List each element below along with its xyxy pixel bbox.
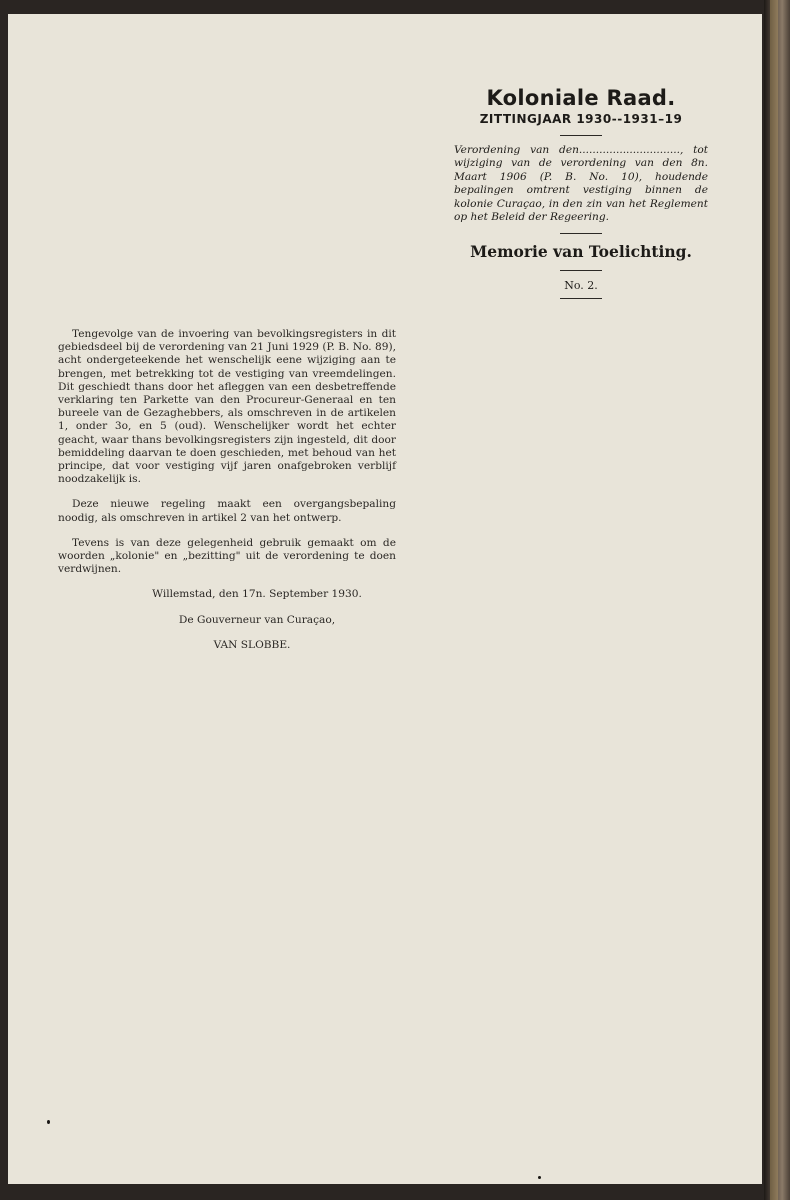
signatory-name: VAN SLOBBE. (213, 638, 291, 651)
memo-title: Memorie van Toelichting. (470, 242, 692, 262)
paper-speck (538, 1176, 541, 1179)
document-header (448, 72, 714, 307)
memo-number: No. 2. (564, 279, 598, 293)
signatory-title: De Gouverneur van Curaçao, (178, 613, 336, 626)
body-paragraph: Tengevolge van de invoering van bevolkingsregisters in dit gebiedsdeel bij de verordening van 21 Juni 1929 (P. B. No. 89), acht ondergeteekende het wenschelijk eene wijziging aan te brengen, met betrekking tot de vestiging van vreemdelingen. Dit geschiedt thans door het afleggen van een desbetreffende verklaring ten Parkette van den Procureur-Generaal en ten bureele van de Gezaghebbers, als omschreven in de artikelen 1, onder 3o, en 5 (oud). Wenschelijker wordt het echter geacht, waar thans bevolkingsregisters zijn ingesteld, dit door bemiddeling daarvan te doen geschieden, met behoud van het principe, dat voor vestiging vijf jaren onafgebroken verblijf noodzakelijk is. (58, 328, 396, 486)
place-date: Willemstad, den 17n. September 1930. (152, 588, 362, 601)
memo-body (58, 328, 396, 652)
session-year: ZITTINGJAAR 1930--1931–19 (479, 112, 683, 126)
ordinance-description: Verordening van den.............................., tot wijziging van de verordening van den 8n. Maart 1906 (P. B. No. 10), houdende bepalingen omtrent vestiging binnen de kolonie Curaçao, in den zin van het Reglement op het Beleid der Regeering. (454, 144, 708, 224)
divider-rule (560, 233, 602, 234)
body-paragraph: Deze nieuwe regeling maakt een overgangsbepaling noodig, als omschreven in artikel 2 van het ontwerp. (58, 498, 396, 524)
spine-highlight (770, 0, 778, 1200)
divider-rule (560, 270, 602, 271)
council-title: Koloniale Raad. (486, 86, 676, 110)
paper-speck (47, 1120, 50, 1124)
divider-rule (560, 135, 602, 136)
body-paragraph: Tevens is van deze gelegenheid gebruik gemaakt om de woorden „kolonie" en „bezitting" uit de verordening te doen verdwijnen. (58, 536, 396, 576)
divider-rule (560, 298, 602, 299)
